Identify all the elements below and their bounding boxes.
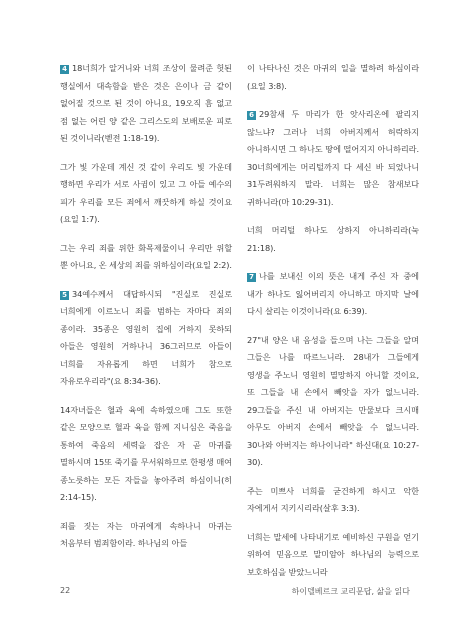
reference-number-badge: 4 bbox=[60, 65, 69, 74]
paragraph-text: 그가 빛 가운데 계신 것 같이 우리도 빛 가운데 행하면 우리가 서로 사귐이 있고 그 아들 예수의 피가 우리를 모든 죄에서 깨끗하게 하실 것이요(요일 1:7). bbox=[60, 161, 232, 224]
scripture-paragraph bbox=[60, 402, 232, 507]
scripture-paragraph bbox=[60, 240, 232, 275]
scripture-paragraph bbox=[247, 60, 419, 95]
paragraph-text: 너희 머리털 하나도 상하지 아니하리라(눅 21:18). bbox=[247, 225, 419, 253]
book-title: 하이델베르크 교리문답, 삶을 읽다 bbox=[291, 587, 410, 596]
reference-number-badge: 6 bbox=[247, 111, 256, 120]
paragraph-text: 34예수께서 대답하시되 "진실로 진실로 너희에게 이르노니 죄를 범하는 자마다 죄의 종이라. 35종은 영원히 집에 거하지 못하되 아들은 영원히 거하나니 36그러므로 아들이 너희를 자유롭게 하면 너희가 참으로 자유로우리라"(요 8:34-36). bbox=[60, 288, 232, 386]
paragraph-text: 이 나타나신 것은 마귀의 일을 멸하려 하심이라(요일 3:8). bbox=[247, 63, 419, 91]
paragraph-text: 너희는 말세에 나타내기로 예비하신 구원을 얻기 위하여 믿음으로 말미암아 하나님의 능력으로 보호하심을 받았느니라 bbox=[247, 531, 419, 577]
paragraph-text: 그는 우리 죄를 위한 화목제물이니 우리만 위할 뿐 아니요, 온 세상의 죄를 위하심이라(요일 2:2). bbox=[60, 242, 232, 270]
paragraph-text: 29참새 두 마리가 한 앗사리온에 팔리지 않느냐? 그러나 너희 아버지께서 허락하지 아니하시면 그 하나도 땅에 떨어지지 아니하리라. 30너희에게는 머리털까지 다 세신 바 되었나니 31두려워하지 말라. 너희는 많은 참새보다 귀하니라(마 10:29-31). bbox=[247, 109, 419, 207]
scripture-paragraph bbox=[247, 222, 419, 257]
scripture-paragraph bbox=[60, 286, 232, 391]
paragraph-text: 27"내 양은 내 음성을 들으며 나는 그들을 알며 그들은 나를 따르느니라. 28내가 그들에게 영생을 주노니 영원히 멸망하지 아니할 것이요, 또 그들을 내 손에서 빼앗을 자가 없느니라. 29그들을 주신 내 아버지는 만물보다 크시매 아무도 아버지 손에서 빼앗을 수 없느니라. 30나와 아버지는 하나이니라" 하신대(요 10:27-30). bbox=[247, 334, 419, 467]
paragraph-text: 죄를 짓는 자는 마귀에게 속하나니 마귀는 처음부터 범죄함이라. 하나님의 아들 bbox=[60, 520, 232, 548]
paragraph-text: 나를 보내신 이의 뜻은 내게 주신 자 중에 내가 하나도 잃어버리지 아니하고 마지막 날에 다시 살리는 이것이니라(요 6:39). bbox=[247, 271, 419, 316]
scripture-paragraph bbox=[60, 60, 232, 148]
page-number: 22 bbox=[60, 586, 71, 595]
reference-number-badge: 5 bbox=[60, 291, 69, 300]
left-column bbox=[60, 60, 232, 564]
scripture-paragraph bbox=[247, 483, 419, 518]
scripture-paragraph bbox=[247, 268, 419, 321]
scripture-paragraph bbox=[247, 106, 419, 211]
paragraph-text: 주는 미쁘사 너희를 굳건하게 하시고 악한 자에게서 지키시리라(살후 3:3). bbox=[247, 485, 419, 513]
scripture-paragraph bbox=[247, 529, 419, 582]
right-column bbox=[247, 60, 419, 592]
reference-number-badge: 7 bbox=[247, 273, 256, 282]
paragraph-text: 14자녀들은 혈과 육에 속하였으매 그도 또한 같은 모양으로 혈과 육을 함께 지니심은 죽음을 통하여 죽음의 세력을 잡은 자 곧 마귀를 멸하시며 15또 죽기를 무서워하므로 한평생 매여 종노릇하는 모든 자들을 놓아주려 하심이니(히 2:14-15). bbox=[60, 404, 232, 502]
scripture-paragraph bbox=[247, 332, 419, 472]
paragraph-text: 18너희가 알거니와 너희 조상이 물려준 헛된 행실에서 대속함을 받은 것은 은이나 금 같이 없어질 것으로 된 것이 아니요, 19오직 흠 없고 점 없는 어린 양 같은 그리스도의 보배로운 피로 된 것이니라(벧전 1:18-19). bbox=[60, 63, 232, 143]
scripture-paragraph bbox=[60, 159, 232, 229]
scripture-paragraph bbox=[60, 518, 232, 553]
